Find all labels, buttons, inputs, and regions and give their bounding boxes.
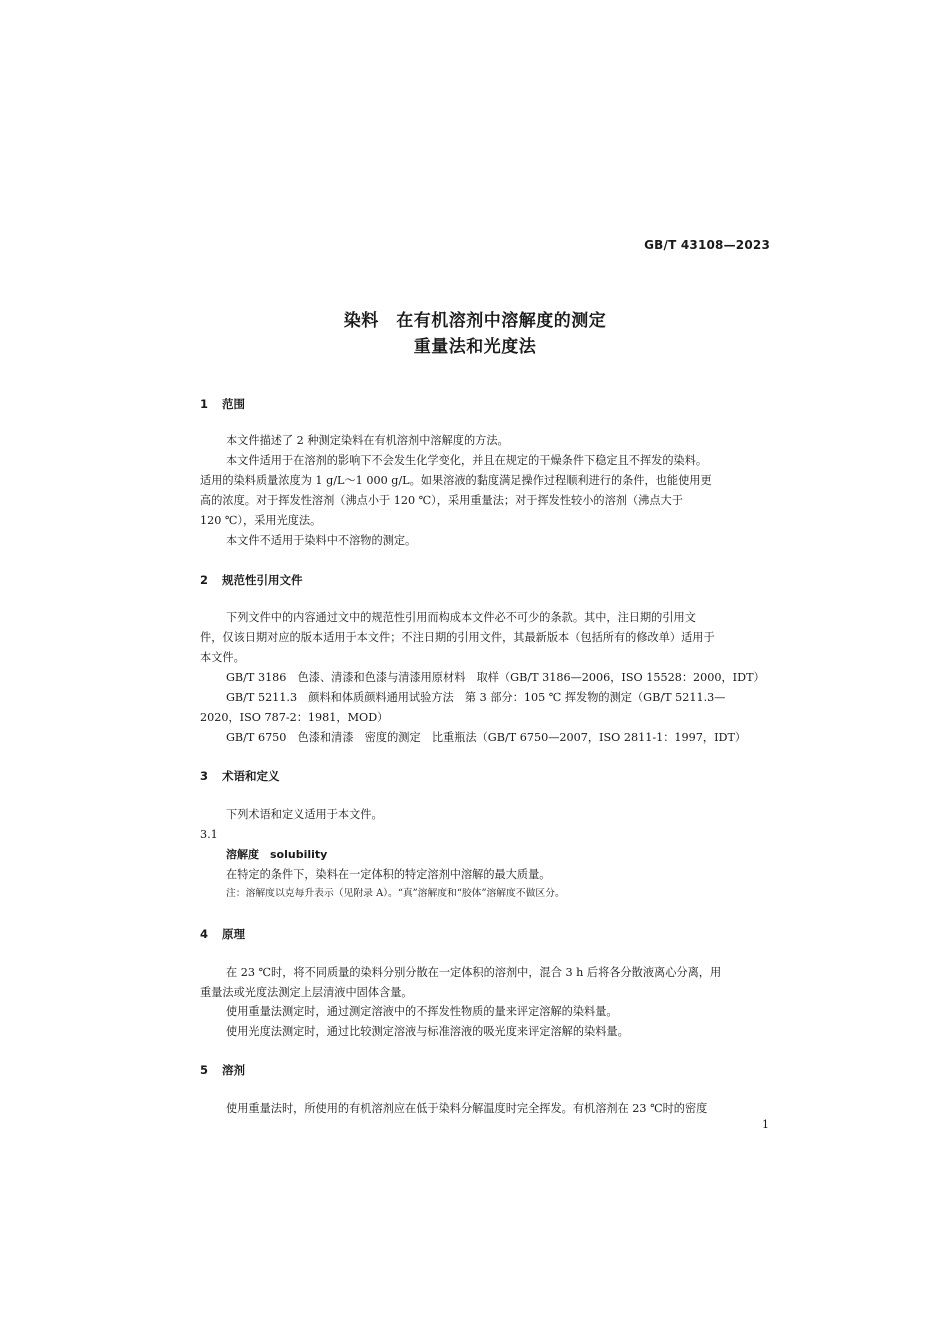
term-definition: 在特定的条件下，染料在一定体积的特定溶剂中溶解的最大质量。 — [226, 868, 551, 881]
paragraph-line: 本文件。 — [200, 651, 245, 664]
paragraph-line: 件，仅该日期对应的版本适用于本文件；不注日期的引用文件，其最新版本（包括所有的修改单）适用于 — [200, 631, 715, 644]
reference-item: GB/T 6750 色漆和清漆 密度的测定 比重瓶法（GB/T 6750—2007，ISO 2811-1：1997，IDT） — [226, 731, 747, 744]
section-heading-5 — [200, 1062, 245, 1078]
paragraph-line: 使用重量法时，所使用的有机溶剂应在低于染料分解温度时完全挥发。有机溶剂在 23 ℃时的密度 — [226, 1102, 708, 1115]
reference-item: GB/T 3186 色漆、清漆和色漆与清漆用原材料 取样（GB/T 3186—2006，ISO 15528：2000，IDT） — [226, 671, 765, 684]
section-number: 2 — [200, 573, 209, 587]
section-number: 4 — [200, 927, 209, 941]
section-title: 规范性引用文件 — [222, 573, 303, 587]
section-title: 溶剂 — [222, 1063, 245, 1077]
section-heading-4 — [200, 926, 245, 942]
section-title: 范围 — [222, 397, 245, 411]
paragraph-line: 高的浓度。对于挥发性溶剂（沸点小于 120 ℃），采用重量法；对于挥发性较小的溶剂（沸点大于 — [200, 494, 683, 507]
paragraph-line: 使用光度法测定时，通过比较测定溶液与标准溶液的吸光度来评定溶解的染料量。 — [226, 1025, 629, 1038]
section-title: 原理 — [222, 927, 245, 941]
section-number: 3 — [200, 769, 209, 783]
document-subtitle: 重量法和光度法 — [413, 337, 537, 357]
section-number: 1 — [200, 397, 209, 411]
document-title: 染料 在有机溶剂中溶解度的测定 — [343, 311, 607, 331]
paragraph-line: 在 23 ℃时，将不同质量的染料分别分散在一定体积的溶剂中，混合 3 h 后将各分散液离心分离，用 — [226, 966, 722, 979]
section-heading-1 — [200, 396, 245, 412]
paragraph-line: 使用重量法测定时，通过测定溶液中的不挥发性物质的量来评定溶解的染料量。 — [226, 1005, 618, 1018]
paragraph-line: 重量法或光度法测定上层清液中固体含量。 — [200, 986, 413, 999]
paragraph-line: 下列术语和定义适用于本文件。 — [226, 808, 383, 821]
paragraph-line: 适用的染料质量浓度为 1 g/L～1 000 g/L。如果溶液的黏度满足操作过程顺利进行的条件，也能使用更 — [200, 474, 712, 487]
reference-item: 2020，ISO 787-2：1981，MOD） — [200, 711, 389, 724]
reference-item: GB/T 5211.3 颜料和体质颜料通用试验方法 第 3 部分：105 ℃ 挥发物的测定（GB/T 5211.3— — [226, 691, 726, 704]
section-number: 5 — [200, 1063, 209, 1077]
paragraph-line: 120 ℃），采用光度法。 — [200, 514, 322, 527]
section-heading-3 — [200, 768, 280, 784]
term-note: 注：溶解度以克每升表示（见附录 A）。“真”溶解度和“胶体”溶解度不做区分。 — [226, 888, 565, 899]
section-heading-2 — [200, 572, 303, 588]
clause-number: 3.1 — [200, 828, 218, 841]
paragraph-line: 本文件不适用于染料中不溶物的测定。 — [226, 534, 417, 547]
page-number: 1 — [762, 1118, 769, 1131]
section-title: 术语和定义 — [222, 769, 280, 783]
term-entry: 溶解度 solubility — [226, 848, 328, 861]
standard-number: GB/T 43108—2023 — [644, 238, 770, 252]
paragraph-line: 本文件适用于在溶剂的影响下不会发生化学变化，并且在规定的干燥条件下稳定且不挥发的染料。 — [226, 454, 708, 467]
paragraph-line: 本文件描述了 2 种测定染料在有机溶剂中溶解度的方法。 — [226, 434, 509, 447]
paragraph-line: 下列文件中的内容通过文中的规范性引用而构成本文件必不可少的条款。其中，注日期的引用文 — [226, 611, 696, 624]
